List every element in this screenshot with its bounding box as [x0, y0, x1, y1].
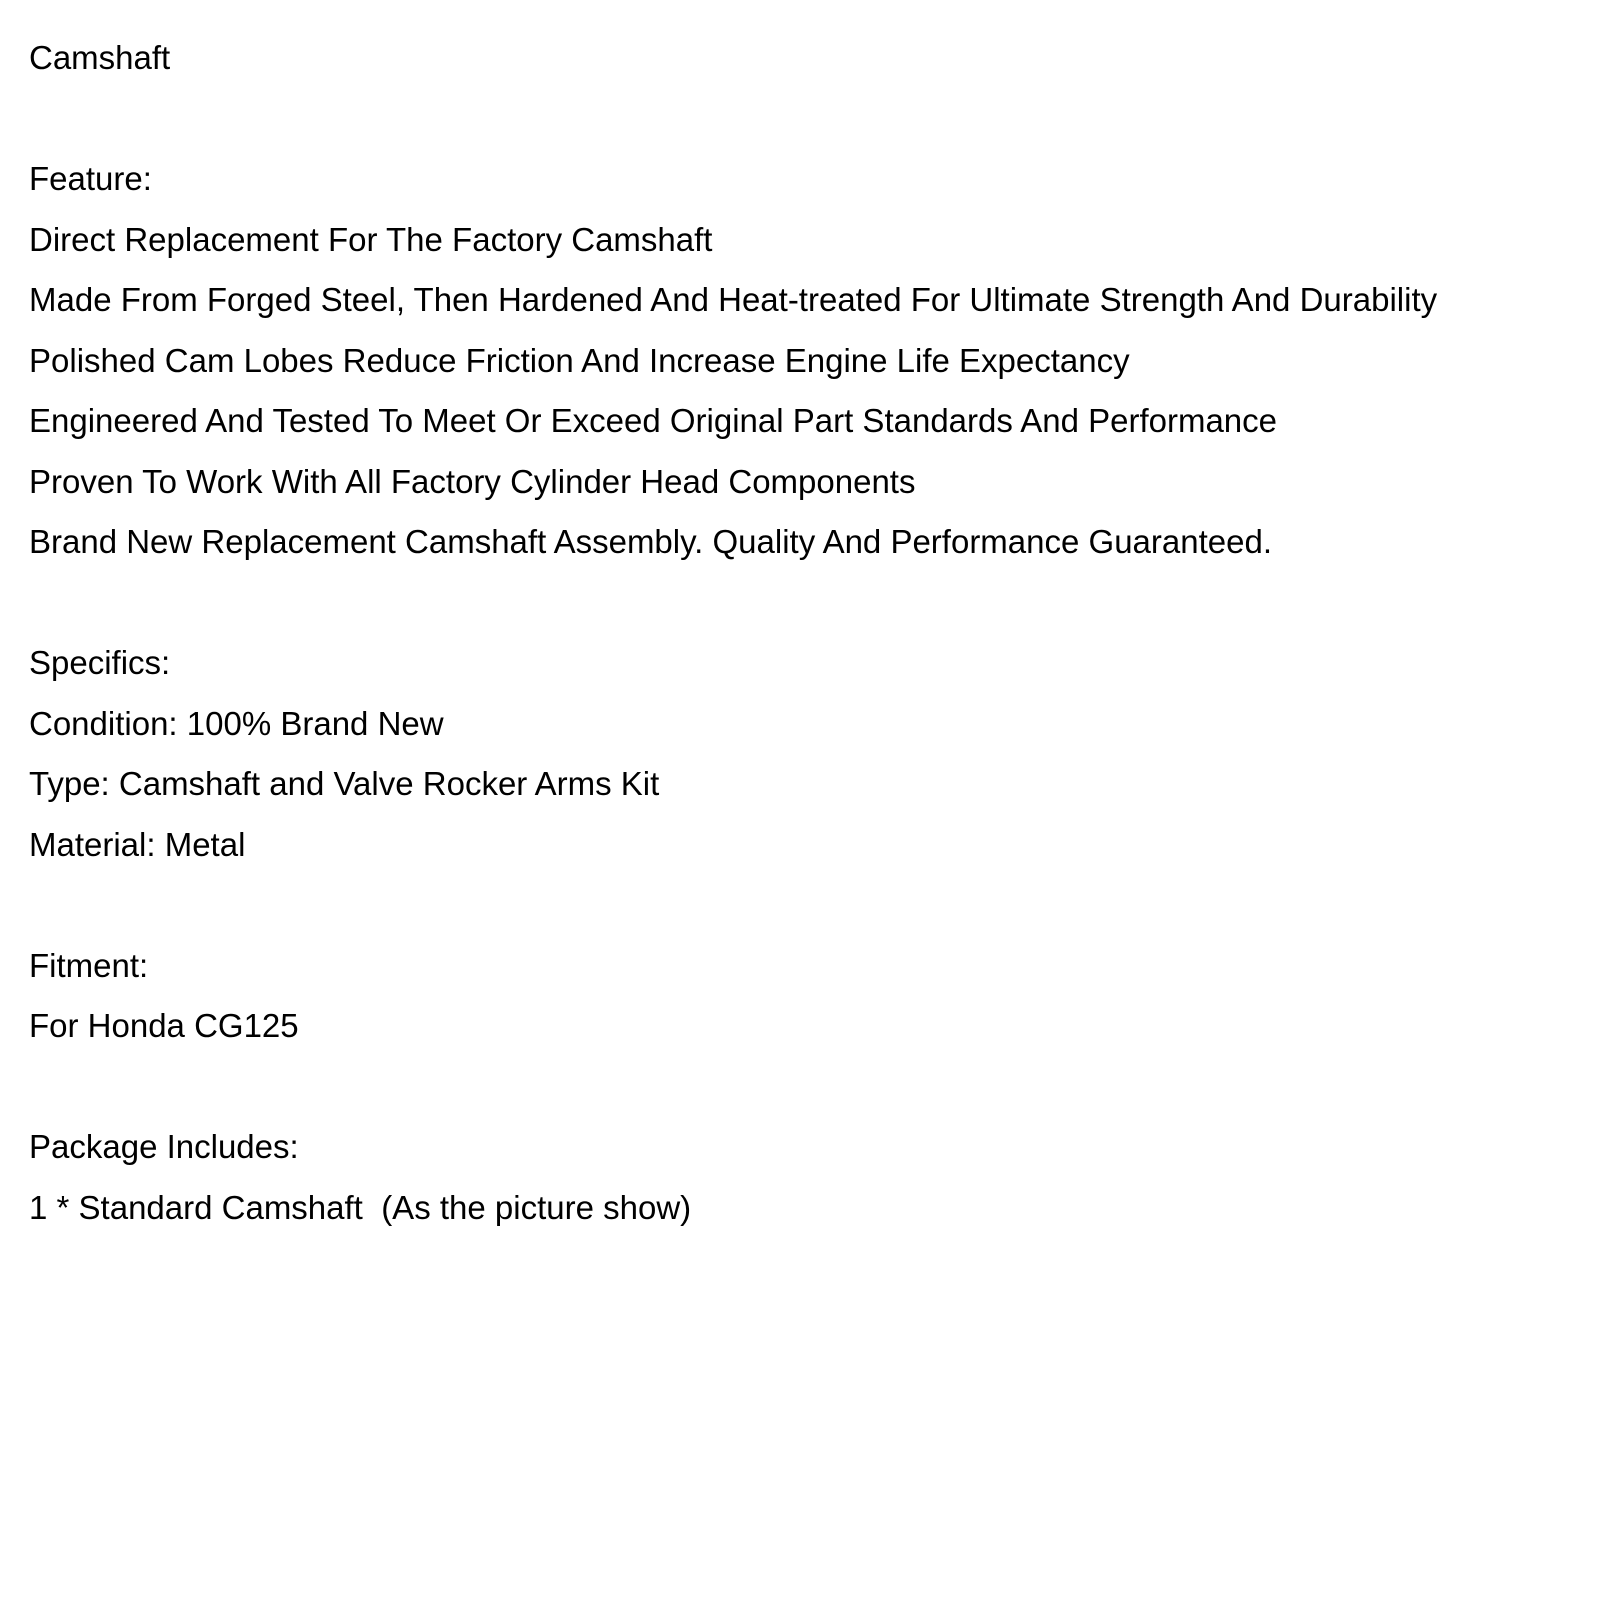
- feature-item: Brand New Replacement Camshaft Assembly. Quality And Performance Guaranteed.: [29, 523, 1272, 560]
- blank-line: [29, 573, 1600, 634]
- feature-item: Engineered And Tested To Meet Or Exceed Original Part Standards And Performance: [29, 402, 1278, 439]
- feature-item: Polished Cam Lobes Reduce Friction And Increase Engine Life Expectancy: [29, 341, 1130, 379]
- feature-heading: Feature:: [29, 160, 152, 197]
- package-heading: Package Includes:: [29, 1128, 299, 1165]
- specifics-item: Type: Camshaft and Valve Rocker Arms Kit: [29, 765, 660, 802]
- specifics-heading: Specifics:: [29, 644, 171, 681]
- blank-line: [29, 89, 1600, 150]
- package-item: 1 * Standard Camshaft (As the picture show): [29, 1188, 692, 1226]
- document-title: Camshaft: [29, 39, 171, 76]
- blank-line: [29, 875, 1600, 936]
- feature-item: Direct Replacement For The Factory Camshaft: [29, 220, 713, 258]
- fitment-heading: Fitment:: [29, 946, 149, 984]
- feature-item: Made From Forged Steel, Then Hardened And Heat-treated For Ultimate Strength And Durability: [29, 281, 1438, 318]
- feature-item: Proven To Work With All Factory Cylinder Head Components: [29, 462, 916, 500]
- product-description: [29, 28, 1600, 1238]
- fitment-item: For Honda CG125: [29, 1007, 299, 1044]
- specifics-item: Condition: 100% Brand New: [29, 704, 444, 742]
- specifics-item: Material: Metal: [29, 825, 246, 863]
- blank-line: [29, 1057, 1600, 1118]
